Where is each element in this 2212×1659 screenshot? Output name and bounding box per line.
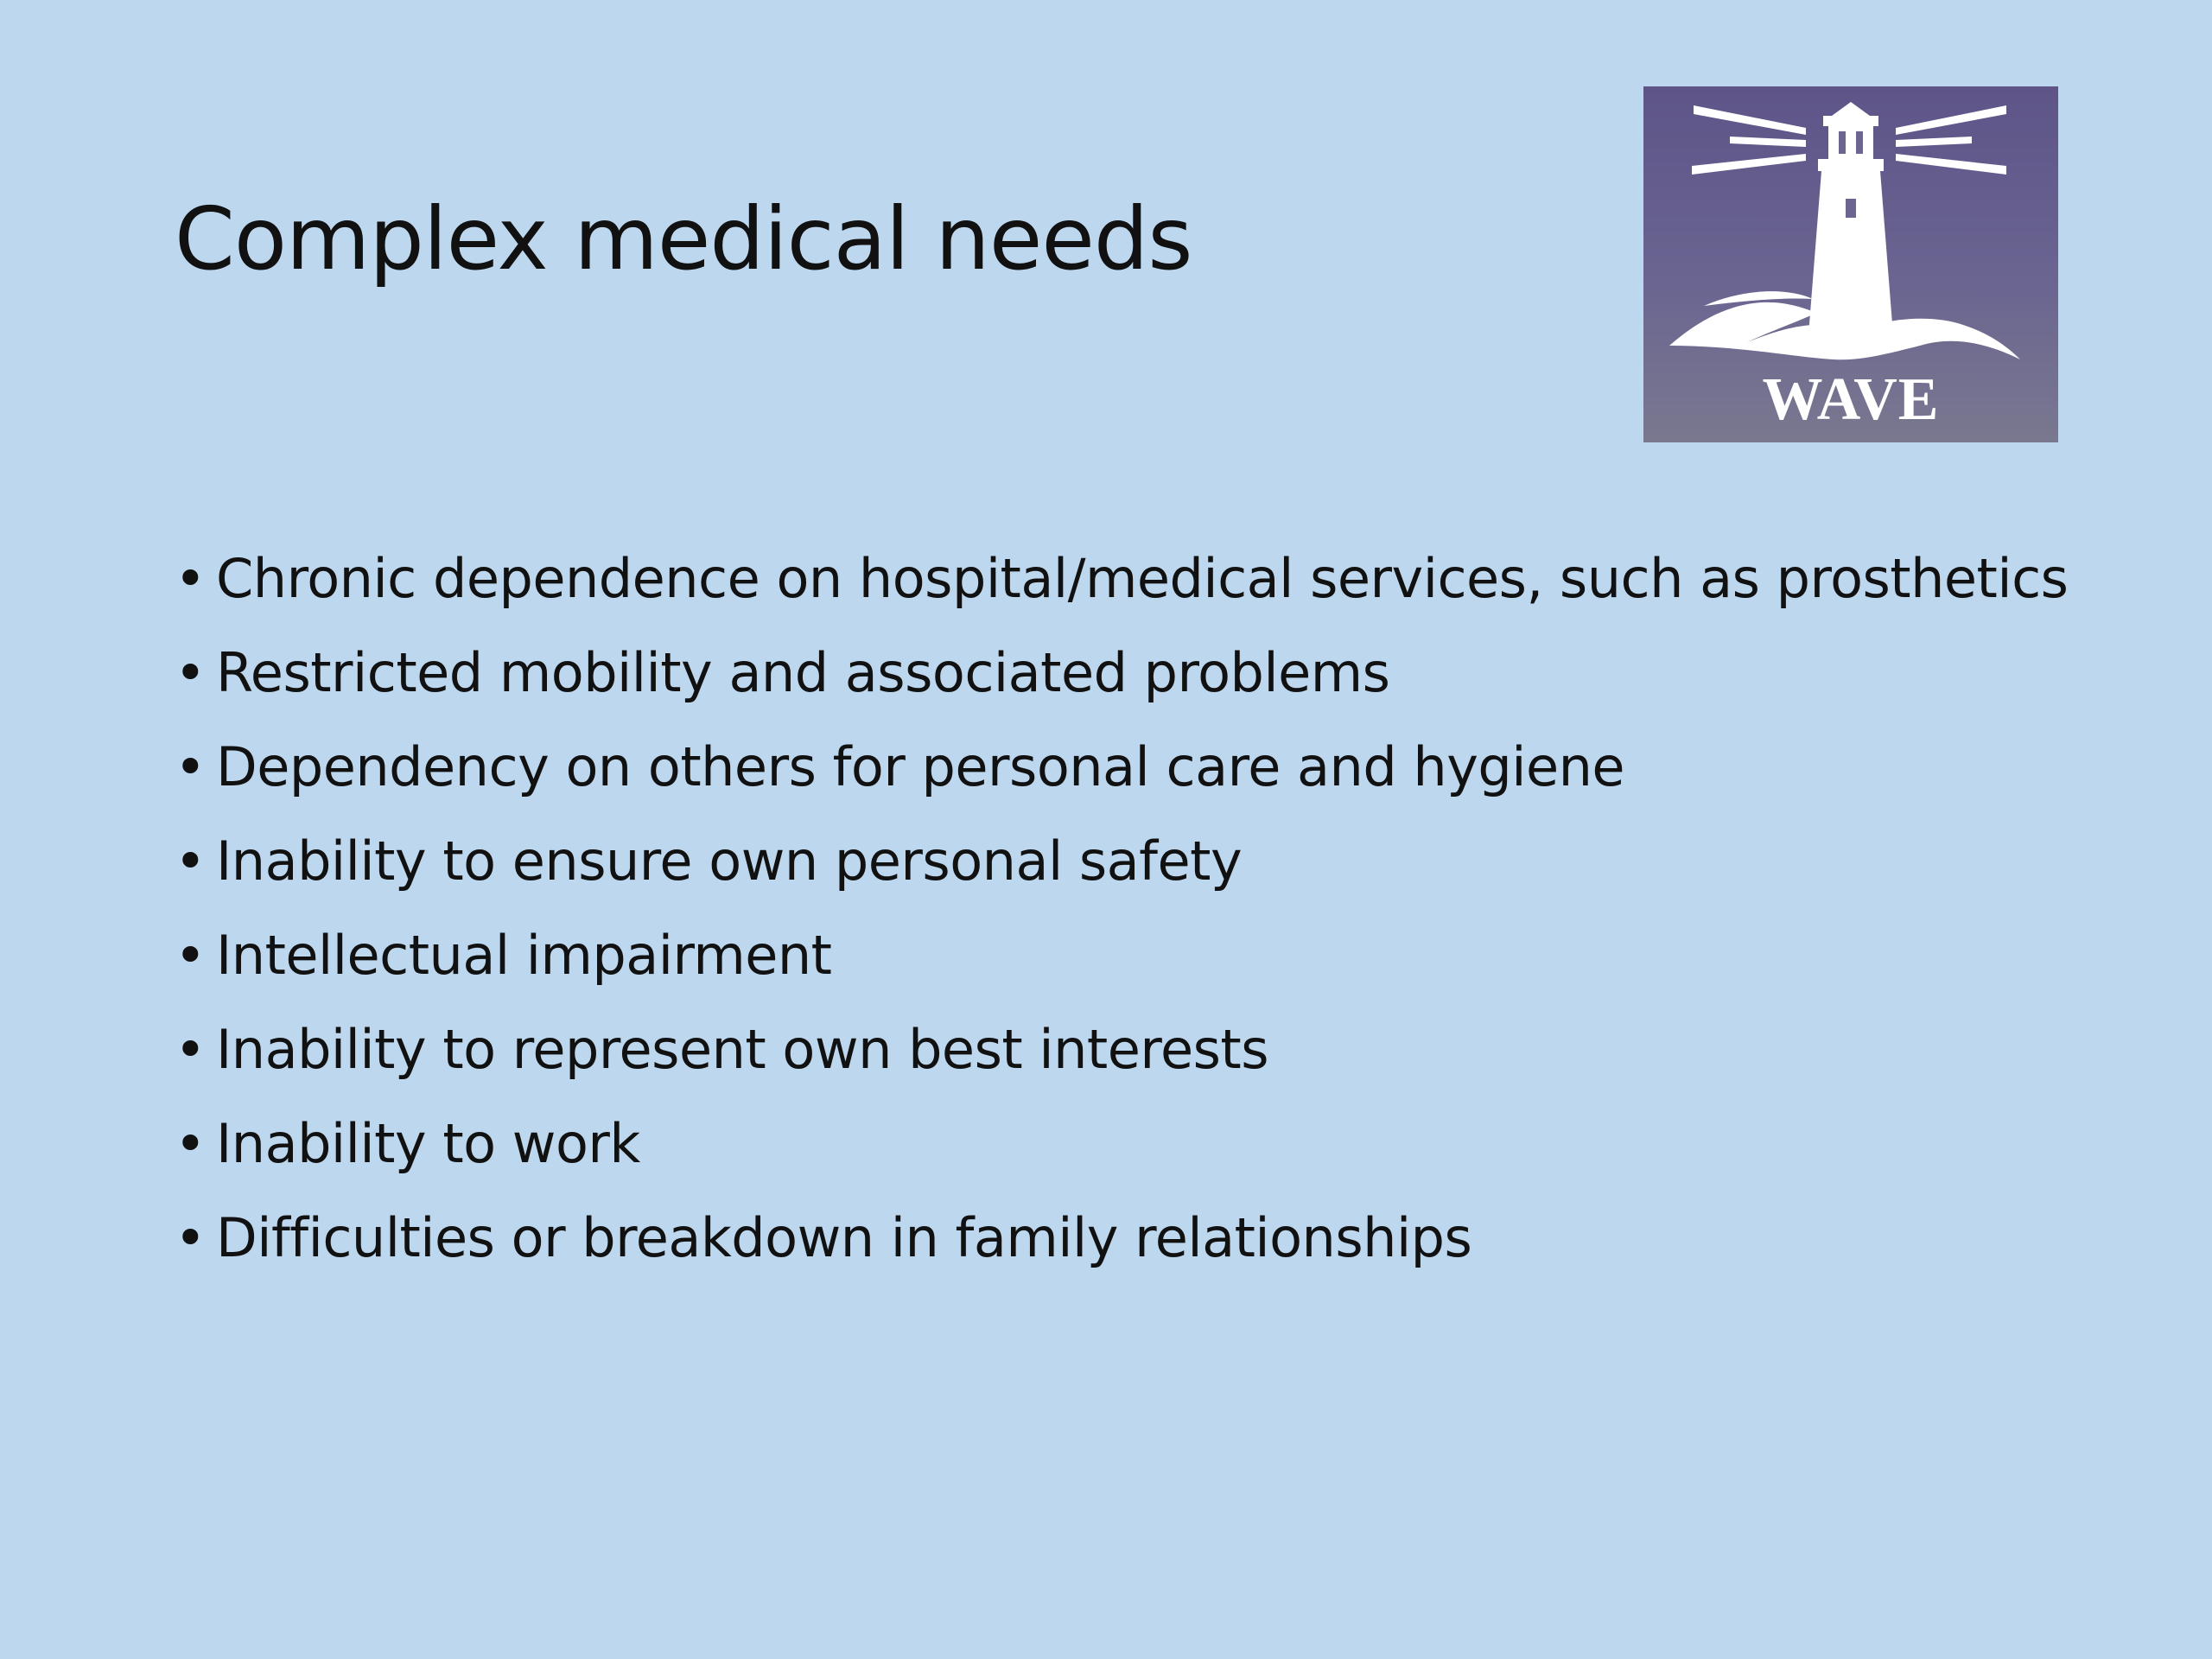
lighthouse-icon: [1643, 86, 2058, 442]
bullet-text: Inability to represent own best interests: [216, 1018, 1269, 1081]
bullet-item: [175, 733, 2068, 827]
bullet-item: [175, 639, 2068, 733]
logo-text: WAVE: [1762, 366, 1940, 433]
wave-logo: [1643, 86, 2058, 442]
bullet-item: [175, 1109, 2068, 1204]
bullet-glyph: •: [175, 830, 207, 893]
bullet-glyph: •: [175, 641, 207, 704]
bullet-text: Difficulties or breakdown in family relationships: [216, 1206, 1472, 1269]
bullet-text: Inability to ensure own personal safety: [216, 830, 1243, 893]
bullet-text: Chronic dependence on hospital/medical services, such as prosthetics: [216, 547, 2069, 610]
bullet-glyph: •: [175, 1018, 207, 1081]
bullet-text: Restricted mobility and associated problems: [216, 641, 1390, 704]
bullet-glyph: •: [175, 735, 207, 798]
bullet-item: [175, 1204, 2068, 1298]
bullet-text: Intellectual impairment: [216, 924, 832, 987]
bullet-text: Dependency on others for personal care and hygiene: [216, 735, 1625, 798]
bullet-glyph: •: [175, 1112, 207, 1175]
bullet-glyph: •: [175, 924, 207, 987]
bullet-glyph: •: [175, 1206, 207, 1269]
bullet-item: [175, 921, 2068, 1015]
bullet-text: Inability to work: [216, 1112, 640, 1175]
bullet-list: [175, 544, 2068, 1298]
slide-title: Complex medical needs: [175, 188, 1192, 289]
bullet-item: [175, 827, 2068, 921]
bullet-item: [175, 544, 2068, 639]
bullet-item: [175, 1015, 2068, 1109]
bullet-glyph: •: [175, 547, 207, 610]
